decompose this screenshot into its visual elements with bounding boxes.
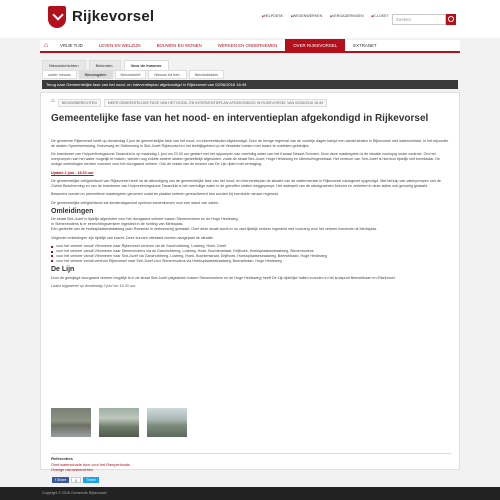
share-count: 0 [71, 477, 81, 483]
top-link-helpdesk[interactable]: ■ HELPDESK [262, 14, 283, 18]
section-heading-de-lijn: De Lijn [51, 265, 75, 273]
page-title: Gemeentelijke fase van het nood- en interventieplan afgekondigd in Rijkevorsel [51, 113, 429, 124]
subtab-nieuws-tot-heb[interactable]: Nieuws tot heb. [148, 70, 186, 79]
article-paragraph: In Stenenmolens is er eenrichtingsverkeer ingesteld in de richting van Merksplas. [51, 222, 184, 227]
nav-item-vrije-tijd[interactable]: VRIJE TIJD [60, 43, 83, 48]
breadcrumb [51, 99, 327, 107]
photo-thumbnail[interactable] [99, 408, 139, 437]
facebook-share-button[interactable]: f Share [52, 477, 69, 483]
search-icon[interactable] [446, 14, 456, 25]
tab-voor-de-inwoner[interactable]: Voor de Inwoner [124, 60, 169, 71]
photo-gallery [51, 408, 187, 437]
nav-item-bouwen-en-wonen[interactable]: BOUWEN EN WONEN [156, 43, 202, 48]
home-icon[interactable]: ⌂ [43, 42, 49, 49]
section-heading-omleidingen: Omleidingen [51, 207, 94, 215]
breadcrumb-current: MEER GEMEENTELIJKE FASE VAN HET NOOD- EN INTERVENTIEPLAN AFGEKONDIGD IN RIJKEVORSEL VAN 02/06/2016 16:49 [104, 99, 327, 107]
subtab-nieuwsbrief[interactable]: Nieuwsbrief [115, 70, 147, 79]
references-label: Referenties [51, 456, 73, 461]
top-link-vergaderingen[interactable]: ■ VERGADERINGEN [330, 14, 363, 18]
secondary-tabs [42, 70, 224, 79]
article-intro: De gemeente Rijkevorsel heeft op donderdag 2 juni de gemeentelijke fase van het nood- en interventieplan afgekondigd. Door de hevige regenval van de voorbije dagen kampt een aantal straten in Rijkevorsel met wateroverlast. In het bijzonder de straten Speelmeersweg, Hoeveweg en Gelkenweg in Sint-Jozef-Rijkevorsel en het leefdijkgebied op de Vesselse hoeken met zware te voeteken gebiedjes. [51, 139, 449, 148]
last-updated-note: Laatst bijgewerkt op donderdag 2 juni om 18.30 uur. [51, 284, 136, 289]
top-link-eloket[interactable]: ■ E-LOKET [372, 14, 389, 18]
site-header [0, 0, 500, 38]
article-body [51, 139, 451, 292]
breadcrumb-nieuwsberichten[interactable]: NIEUWSBERICHTEN [58, 99, 101, 107]
list-item: voor het verkeer vanuit Vlimmeren naar Sint-Jozef via Ganzhofdreeg, Losteeg, Hoek, Bochtenstraat, Drijfhoek, Hoeksplaatsestraatweg, Beerselbaan, Hoge Heideweg [51, 254, 451, 259]
references-section [51, 453, 451, 473]
article-paragraph: De gemeentelijke veiligheidscel zal donderdagavond opnieuw samenkomen voor een stand van zaken. [51, 200, 220, 205]
site-logo-text[interactable]: Rijkevorsel [72, 8, 155, 25]
photo-thumbnail[interactable] [147, 408, 187, 437]
nav-item-over-rijkevorsel[interactable]: OVER RIJKEVORSEL [285, 39, 345, 52]
list-item: voor het verkeer vanuit Vlimmeren naar Rijkevorsel centrum via de Ganzhofdreeg, Losteeg, Hoek, Dreef [51, 244, 451, 249]
tab-nieuwsberichten[interactable]: Nieuwsberichten [42, 60, 86, 71]
home-icon[interactable]: ⌂ [51, 98, 55, 104]
detour-list [51, 244, 451, 264]
article-page [40, 92, 460, 470]
back-link-bar[interactable]: Terug naar Gemeentelijke fase van het nood- en interventieplan afgekondigd in Rijkevorsel van 02/06/2016 16:49 [42, 80, 458, 89]
article-paragraph: Door de gewijzigd doorgaand verkeer mogelijk is in de straat Sint-Jozef (afgesloten tussen Stenenmolens en de Hoge Heideweg) heeft De Lijn tijdelijke halten voorzien in het kruispunt Beerselbaan en Elkeinhoef. [51, 275, 396, 280]
article-paragraph: Een gedeelte van de Hoeksplaatsestraatweg (aan Roeselaz in verkeersvrij) gemaakt. Over deze straat wordt er nu vast tijdelijk verkeer ingesteld met voorrang voor het verkeer komende uit Merksplas. [51, 227, 378, 232]
article-paragraph: De brandweer van Hulpverleningszone Taxandria is op maandag 1 juni om 23.00 uur gestart met het oppompen van overtollig water van het Kanaal Dessel-Schoten. Door deze maatregelen is de situatie voorlopig onder controle. Om het overpompen van het water mogelijk te maken, werden nog enkele andere straten gedeeltelijk afgesloten, zoals de straat Sint-Jozef, Hoge Heideweg en Ullenbuilingenstraat. Het centrum van Sint-Jozef is hierdoor tijdelijk niet bereikbaar. De nodige omleidingen werden voorzien voor het doorgaand verkeer. Ook de masts van de bussen van De Lijn rijden met vertraging. [51, 152, 441, 167]
subtab-nieuwsgaten[interactable]: Nieuwsgaten [79, 70, 113, 79]
top-link-wegenwerken[interactable]: ■ WEGENWERKEN [291, 14, 322, 18]
tab-bekendm[interactable]: Bekendm. [89, 60, 121, 71]
subtab-ouder-nieuws[interactable]: ouder nieuws [42, 70, 77, 79]
search-input[interactable]: Zoeken [392, 14, 446, 25]
list-item: voor het verkeer vanuit centrum Rijkevorsel naar Sint-Jozef voor Stenenmolens via Hoeksplaatsestraatweg, Beerselbaan, Hoge Heideweg [51, 259, 451, 264]
subtab-nieuwsbladen[interactable]: Nieuwsbladen [189, 70, 225, 79]
nav-item-werken-en-ondernemen[interactable]: WERKEN EN ONDERNEMEN [217, 43, 278, 48]
site-footer: Copyright © 2016 Gemeente Rijkevorsel [0, 487, 500, 500]
main-navigation [40, 40, 460, 53]
tweet-button[interactable]: Tweet [83, 477, 98, 483]
update-heading: Update 2 juni - 18.30 uur [51, 170, 94, 175]
photo-thumbnail[interactable] [51, 408, 91, 437]
share-buttons [52, 477, 99, 483]
nav-item-extranet[interactable]: EXTRANET [353, 43, 377, 48]
article-paragraph: De straat Sint-Jozef is tijdelijk afgesloten voor het doorgaand verkeer tussen Stenenmolens en de Hoge Heideweg. [51, 217, 239, 222]
reference-link-rampenfonds[interactable]: Geef waterschade door voor het Rampenfonds [51, 463, 130, 467]
nav-item-leven-en-welzijn[interactable]: LEVEN EN WELZIJN [98, 43, 141, 48]
article-paragraph: De gemeentelijke veiligheidscel van Rijkevorsel heeft na de afkondiging van de gemeentelijke fase van het nood- en interventieplan de situatie van de wateroverlast in Rijkevorsel nauwgezet opgevolgd. Met behulp van vakerpompen van de Civiele Bescherming en van de brandweer van Hulpverleningszone Taxandria is het overtollige water in de getroffen straten weggepompt. Het waterpeil van de rabotgrachten bekomt en verbetert in deze acties ook gevoelig gedaald. [51, 178, 441, 188]
article-paragraph: Bewoners worden er preventieve maatregelen genomen zodat ter plaatse meteen gereactiveerd kan worden bij eventuele nieuwe regenval. [51, 192, 279, 197]
reference-link-overige-nieuws[interactable]: Overige nieuwsberichten [51, 468, 93, 472]
list-item: voor het verkeer vanuit Vlimmeren naar Stenenmolens via de Ganzhofdreeg, Losteeg, Hoek, Bochtenstraat, Drijfhoek, Hoeksplaatsestraatweg, Stenenmolens [51, 249, 451, 254]
article-paragraph: Volgende omleidingen zijn tijdelijk van kracht. Deze kunnen uiteraard worden aangepast de situatie: [51, 235, 214, 240]
shield-logo-icon[interactable] [48, 6, 66, 28]
